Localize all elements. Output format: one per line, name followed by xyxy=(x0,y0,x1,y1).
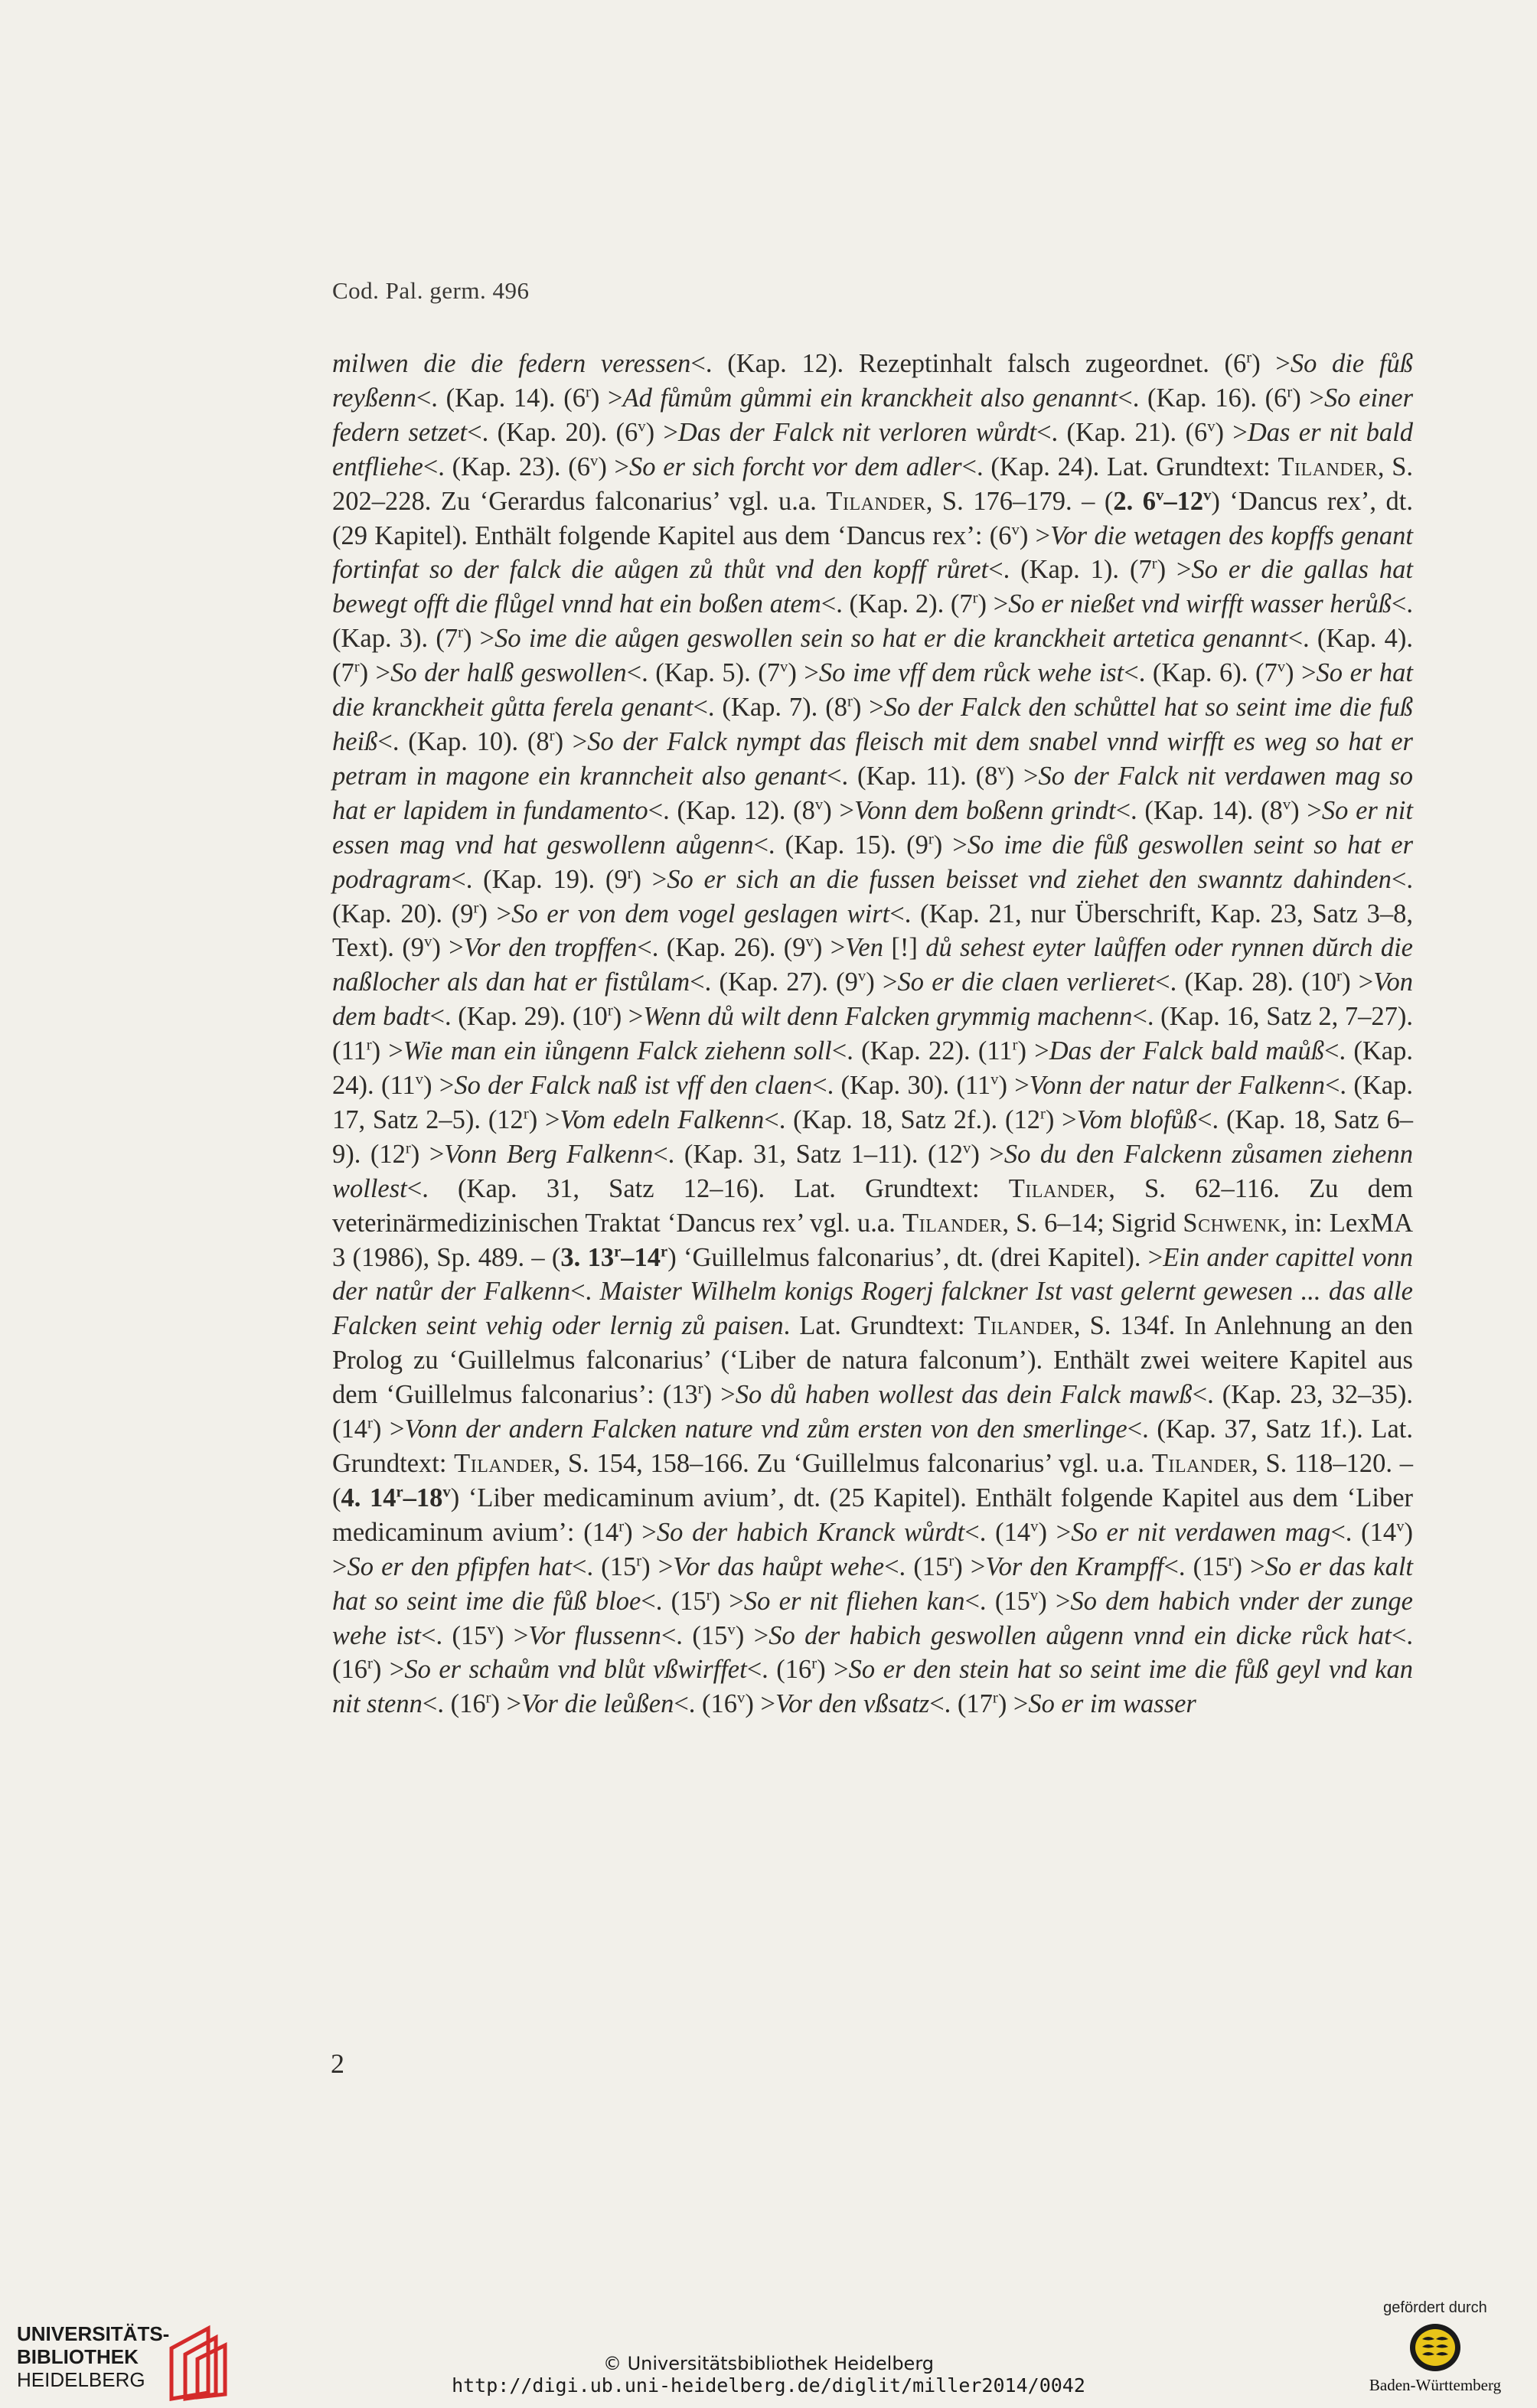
funder-name: Baden-Württemberg xyxy=(1369,2376,1502,2394)
library-name-line1: UNIVERSITÄTS- xyxy=(17,2322,170,2345)
footer xyxy=(0,2289,1537,2408)
state-crest-icon xyxy=(1408,2322,1462,2373)
library-name-line3: HEIDELBERG xyxy=(17,2368,145,2391)
source-url[interactable]: http://digi.ub.uni-heidelberg.de/diglit/miller2014/0042 xyxy=(452,2374,1085,2397)
funder-label: gefördert durch xyxy=(1383,2299,1487,2316)
page-number: 2 xyxy=(331,2048,344,2079)
copyright: © Universitätsbibliothek Heidelberg xyxy=(602,2353,934,2374)
library-name-line2: BIBLIOTHEK xyxy=(17,2345,139,2368)
body-text: milwen die die federn veressen<. (Kap. 12). Rezeptinhalt falsch zugeordnet. $(6^r) >So$ die fůß reyßenn<. (Kap. 14). $(6^r) >Ad$ fůmům gůmmi ein kranckheit also genannt<. (Kap. 16). $(6^r) >So$ einer federn setzet<. (Kap. 20). $(6^v) >Das$ der Falck nit verloren wůrdt<. (Kap. 21). $(6^v) >Das$ er nit bald entfliehe<. (Kap. 23). $(6^v) >So$ er sich forcht vor dem adler<. (Kap. 24). Lat. Grundtext: Tilander, S. 202–228. Zu ‘Gerardus falconarius’ vgl. u.a. Tilander, S. 176–179. – (2. 6$^v$–12$^v$) ‘Dancus rex’, dt. (29 Kapitel). Enthält folgende Kapitel aus dem ‘Dancus rex’: $(6^v) >Vor$ die wetagen des kopffs genant fortinfat so der falck die aůgen zů thůt vnd den kopff růret<. (Kap. 1). $(7^r) >So$ er die gallas hat bewegt offt die flůgel vnnd hat ein boßen atem<. (Kap. 2). $(7^r) >So$ er nießet vnd wirfft wasser herůß<. (Kap. 3). $(7^r) >So$ ime die aůgen geswollen sein so hat er die kranckheit artetica genannt<. (Kap. 4). $(7^r) >So$ der halß geswollen<. (Kap. 5). $(7^v) >So$ ime vff dem růck wehe ist<. (Kap. 6). $(7^v) >So$ er hat die kranckheit gůtta ferela genant<. (Kap. 7). $(8^r) >So$ der Falck den schůttel hat so seint ime die fuß heiß<. (Kap. 10). $(8^r) >So$ der Falck nympt das fleisch mit dem snabel vnnd wirfft es weg so hat er petram in magone ein kranncheit also genant<. (Kap. 11). $(8^v) >So$ der Falck nit verdawen mag so hat er lapidem in fundamento<. (Kap. 12). $(8^v)$ >Vonn dem boßenn grindt<. (Kap. 14). $(8^v) >So$ er nit essen mag vnd hat geswollenn aůgenn<. (Kap. 15). $(9^r) >So$ ime die fůß geswollen seint so hat er podragram<. (Kap. 19). $(9^r) >So$ er sich an die fussen beisset vnd ziehet den swanntz dahinden<. (Kap. 20). $(9^r) >So$ er von dem vogel geslagen wirt<. (Kap. 21, nur Überschrift, Kap. 23, Satz 3–8, Text). $(9^v) >Vor$ den tropffen<. (Kap. 26). $(9^v) >Ven$ [!] dů sehest eyter laůffen oder rynnen dŭrch die naßlocher als dan hat er fistůlam<. (Kap. 27). $(9^v) >So$ er die claen verlieret<. (Kap. 28). $(10^r) >Von$ dem badt<. (Kap. 29). $(10^r)$ >Wenn dů wilt denn Falcken grymmig machenn<. (Kap. 16, Satz 2, 7–27). $(11^r) >Wie$ man ein iůngenn Falck ziehenn soll<. (Kap. 22). $(11^r) >Das$ der Falck bald maůß<. (Kap. 24). $(11^v) >So$ der Falck naß ist vff den claen<. (Kap. 30). $(11^v)$ >Vonn der natur der Falkenn<. (Kap. 17, Satz 2–5). $(12^r) >Vom$ edeln Falkenn<. (Kap. 18, Satz 2f.). $(12^r) >Vom$ blofůß<. (Kap. 18, Satz 6–9). $(12^r)$ >Vonn Berg Falkenn<. (Kap. 31, Satz 1–11). $(12^v) >So$ du den Falckenn zůsamen ziehenn wollest<. (Kap. 31, Satz 12–16). Lat. Grundtext: Tilander, S. 62–116. Zu dem veterinärmedizinischen Traktat ‘Dancus rex’ vgl. u.a. Tilander, S. 6–14; Sigrid Schwenk, in: LexMA 3 (1986), Sp. 489. – (3. 13$^r$–14$^r$) ‘Guillelmus falconarius’, dt. (drei Kapitel). >Ein ander capittel vonn der natůr der Falkenn<. Maister Wilhelm konigs Rogerj falckner Ist vast gelernt gewesen ... das alle Falcken seint vehig oder lernig zů paisen. Lat. Grundtext: Tilander, S. 134f. In Anlehnung an den Prolog zu ‘Guillelmus falconarius’ (‘Liber de natura falconum’). Enthält zwei weitere Kapitel aus dem ‘Guillelmus falconarius’: $(13^r) >So$ dů haben wollest das dein Falck mawß<. (Kap. 23, 32–35). $(14^r)$ >Vonn der andern Falcken nature vnd zům ersten von den smerlinge<. (Kap. 37, Satz 1f.). Lat. Grundtext: Tilander, S. 154, 158–166. Zu ‘Guillelmus falconarius’ vgl. u.a. Tilander, S. 118–120. – (4. 14$^r$–18$^v$) ‘Liber medicaminum avium’, dt. (25 Kapitel). Enthält folgende Kapitel aus dem ‘Liber medicaminum avium’: $(14^r) >So$ der habich Kranck wůrdt<. $(14^v) >So$ er nit verdawen mag<. $(14^v) >So$ er den pfipfen hat<. $(15^r) >Vor$ das haůpt wehe<. $(15^r) >Vor$ den Krampff<. $(15^r) >So$ er das kalt hat so seint ime die fůß bloe<. $(15^r) >So$ er nit fliehen kan<. $(15^v) >So$ dem habich vnder der zunge wehe ist<. $(15^v) >Vor$ flussenn<. $(15^v) >So$ der habich geswollen aůgenn vnnd ein dicke růck hat<. $(16^r) >So$ er schaům vnd blůt vßwirffet<. $(16^r) >So$ er den stein hat so seint ime die fůß geyl vnd kan nit stenn<. $(16^r) >Vor$ die leůßen<. $(16^v) >Vor$ den vßsatz<. $(17^r) >So$ er im wasser xyxy=(332,349,1414,1719)
running-head: Cod. Pal. germ. 496 xyxy=(332,277,530,304)
